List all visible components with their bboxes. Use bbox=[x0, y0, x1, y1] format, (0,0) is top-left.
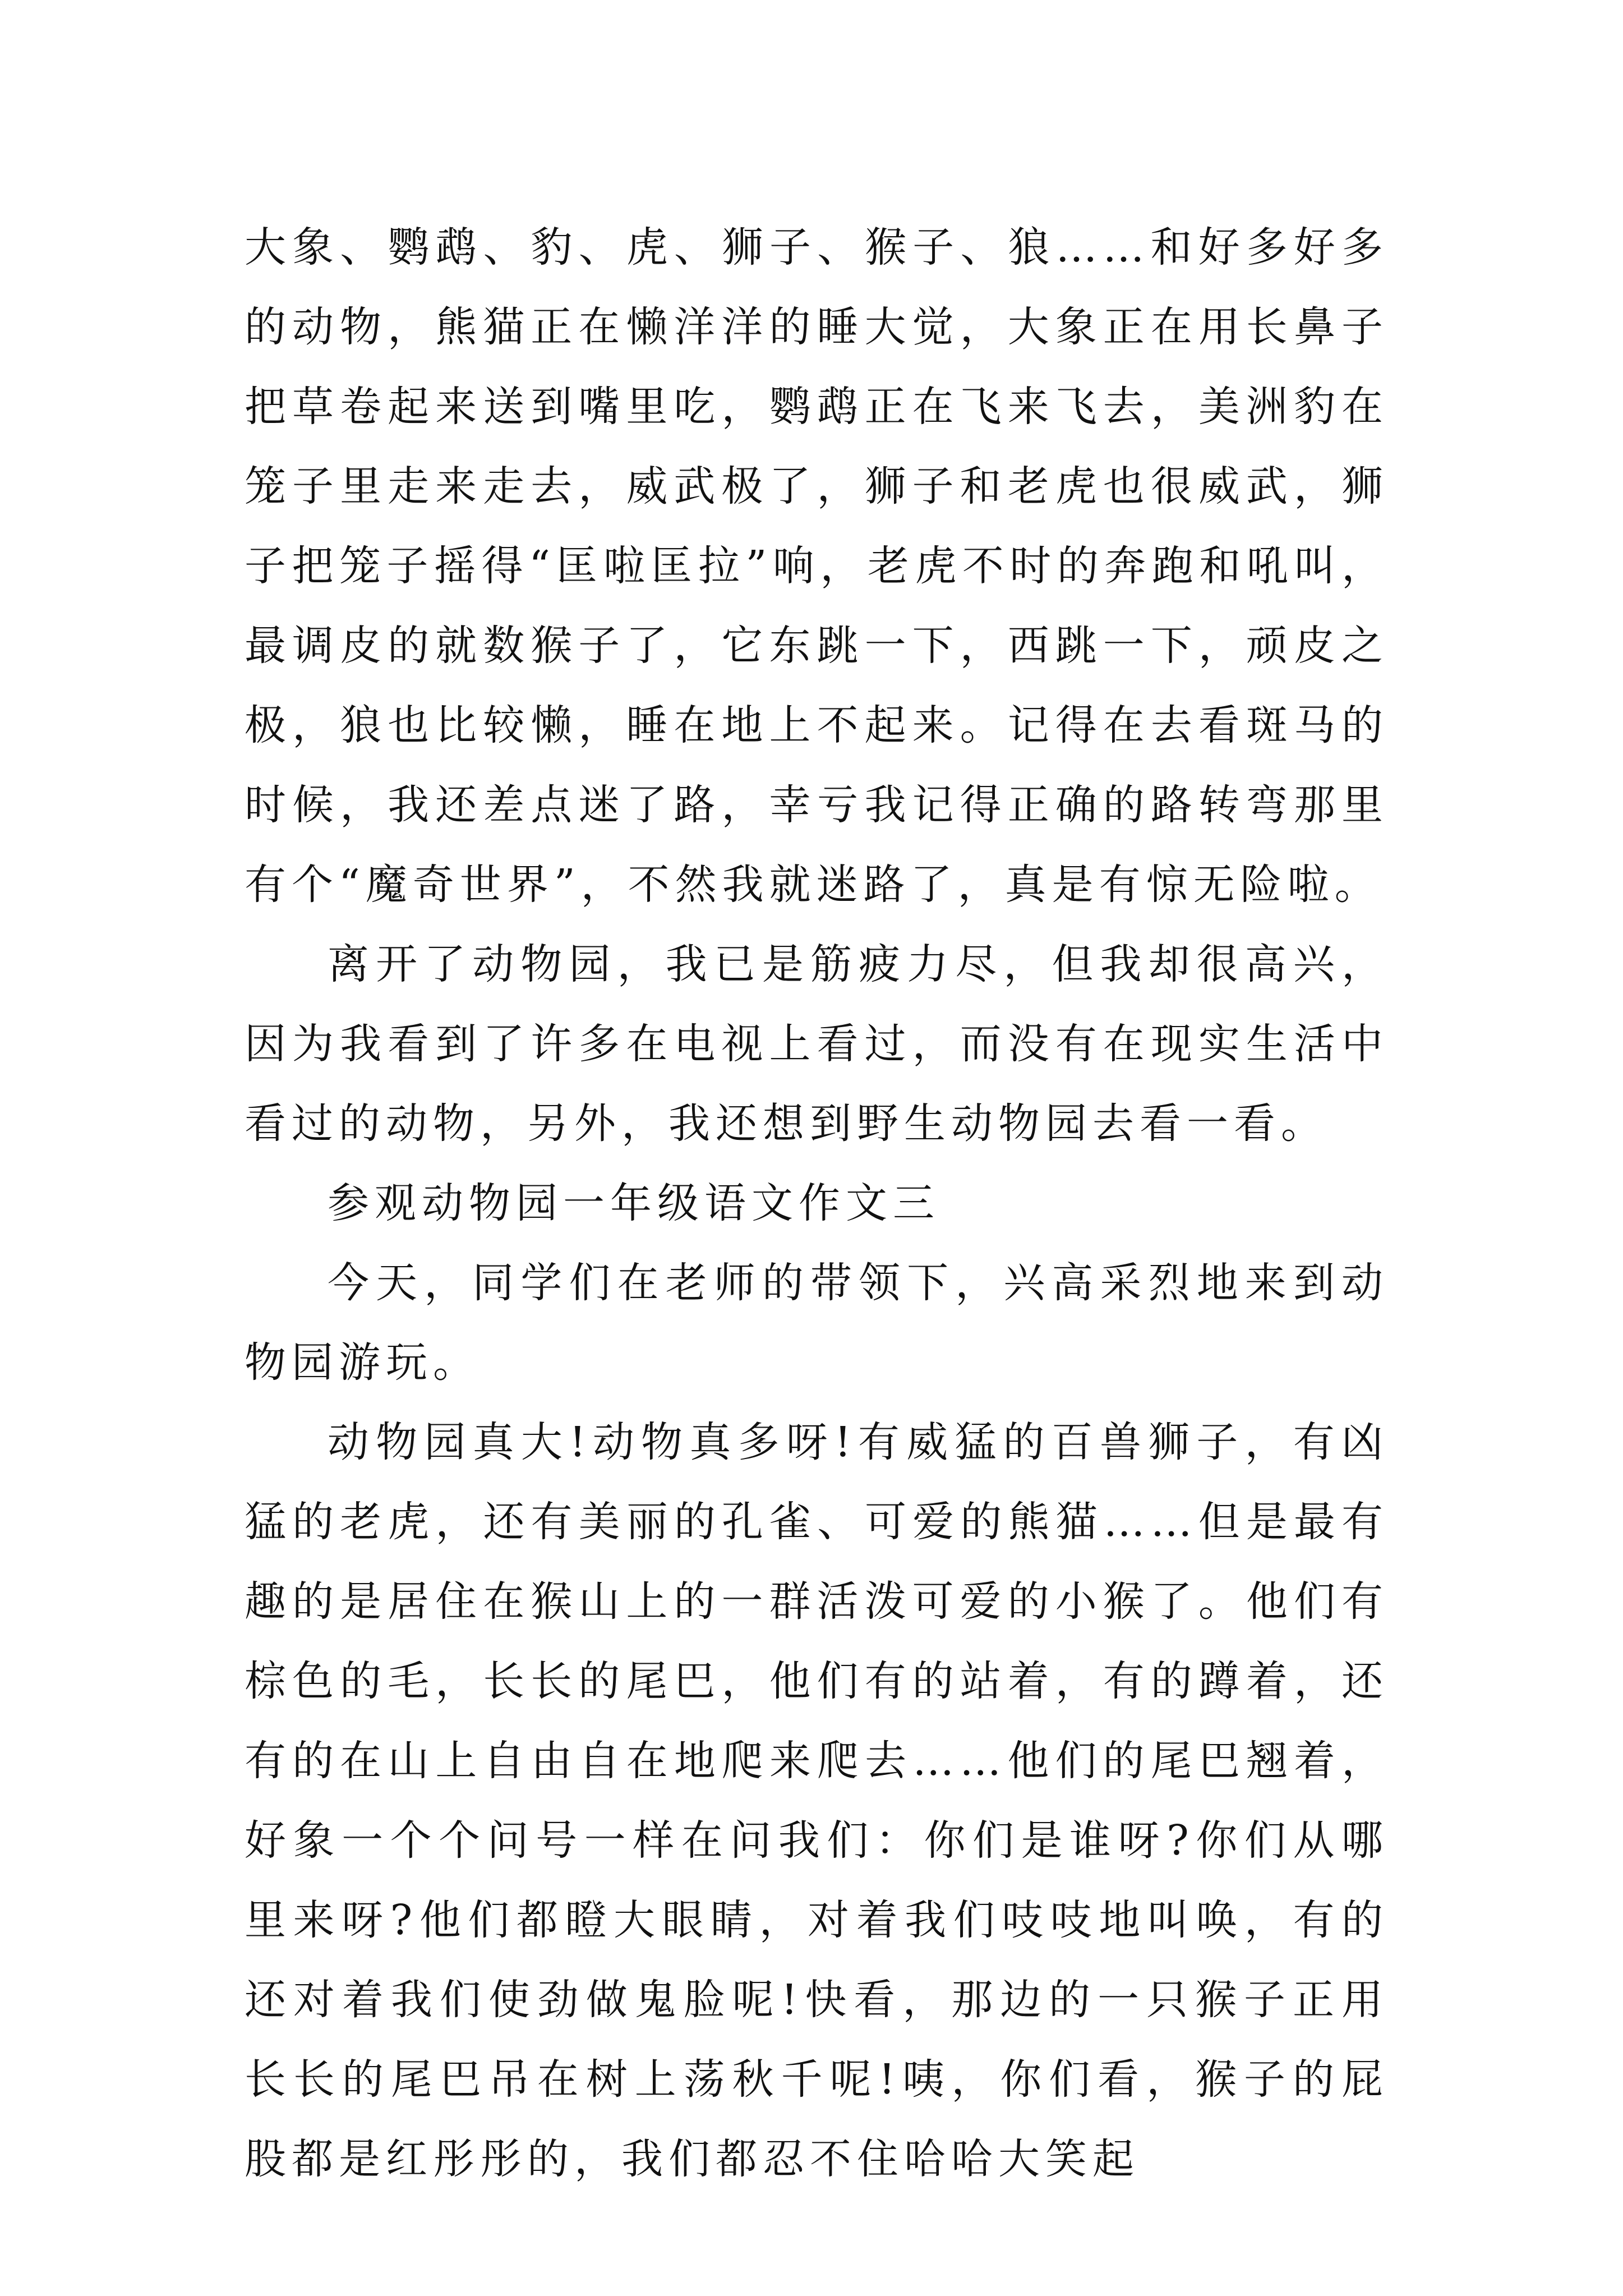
essay-title: 参观动物园一年级语文作文三 bbox=[328, 1179, 940, 1227]
paragraph-monkeys: 动物园真大!动物真多呀!有威猛的百兽狮子，有凶猛的老虎，还有美丽的孔雀、可爱的熊猫……但是最有趣的是居住在猴山上的一群活泼可爱的小猴了。他们有棕色的毛，长长的尾巴，他们有的站着，有的蹲着，还有的在山上自由自在地爬来爬去……他们的尾巴翘着，好象一个个问号一样在问我们：你们是谁呀?你们从哪里来呀?他们都瞪大眼睛，对着我们吱吱地叫唤，有的还对着我们使劲做鬼脸呢!快看，那边的一只猴子正用长长的尾巴吊在树上荡秋千呢!咦，你们看，猴子的屁股都是红彤彤的，我们都忍不住哈哈大笑起 bbox=[245, 1418, 1389, 2183]
document-body bbox=[245, 208, 1389, 2199]
paragraph-continued: 大象、鹦鹉、豹、虎、狮子、猴子、狼……和好多好多的动物，熊猫正在懒洋洋的睡大觉，大象正在用长鼻子把草卷起来送到嘴里吃，鹦鹉正在飞来飞去，美洲豹在笼子里走来走去，威武极了，狮子和老虎也很威武，狮子把笼子摇得“匡啦匡拉”响，老虎不时的奔跑和吼叫，最调皮的就数猴子了，它东跳一下，西跳一下，顽皮之极，狼也比较懒，睡在地上不起来。记得在去看斑马的时候，我还差点迷了路，幸亏我记得正确的路转弯那里有个“魔奇世界”，不然我就迷路了，真是有惊无险啦。 bbox=[245, 223, 1389, 909]
paragraph-leaving-zoo: 离开了动物园，我已是筋疲力尽，但我却很高兴，因为我看到了许多在电视上看过，而没有在现实生活中看过的动物，另外，我还想到野生动物园去看一看。 bbox=[245, 940, 1389, 1148]
paragraph-today: 今天，同学们在老师的带领下，兴高采烈地来到动物园游玩。 bbox=[245, 1259, 1389, 1387]
